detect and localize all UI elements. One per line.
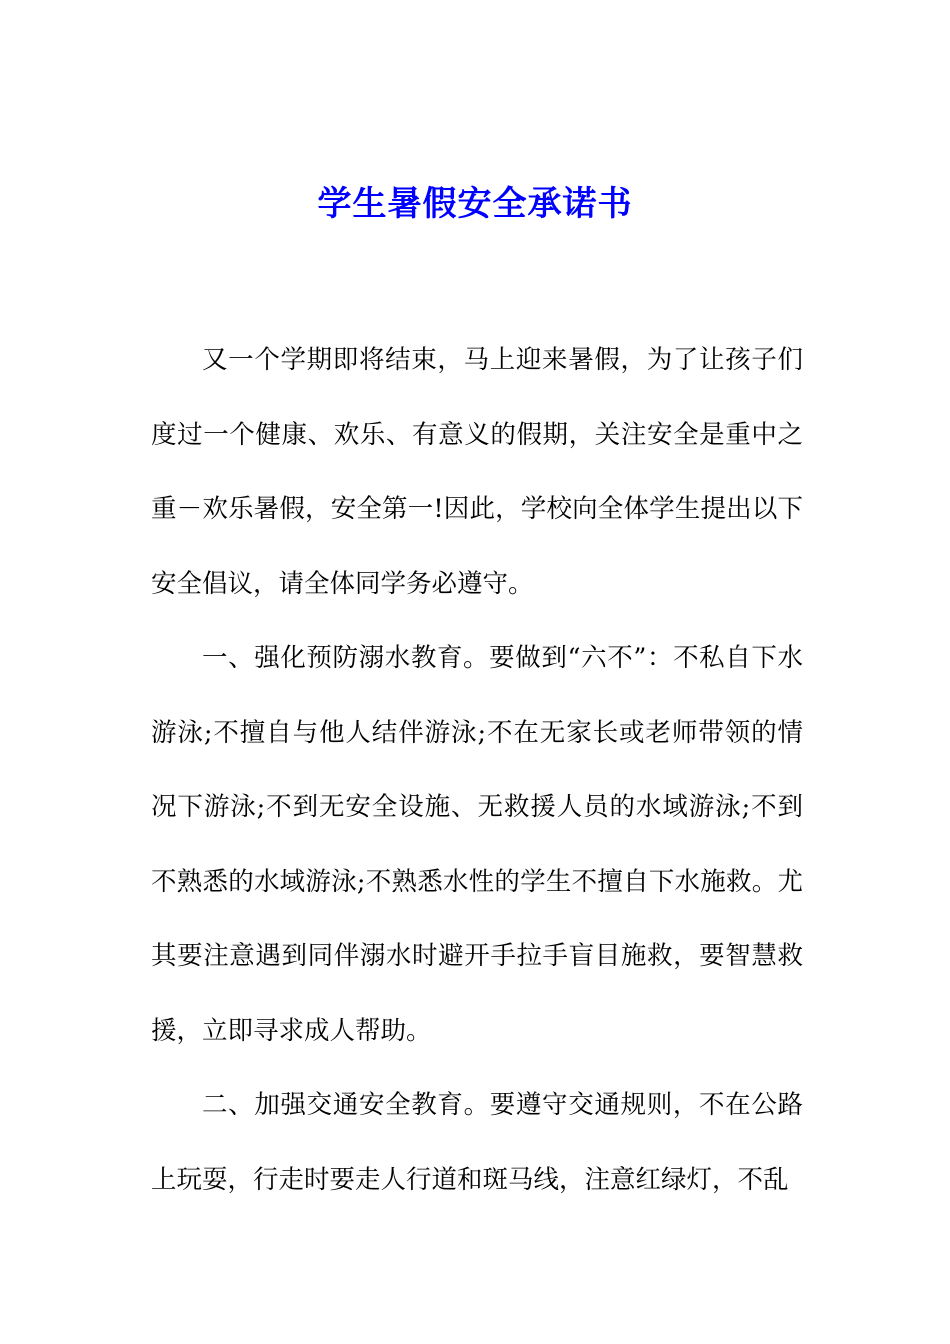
document-title: 学生暑假安全承诺书 [317, 184, 633, 224]
paragraph-drowning-prevention: 一、强化预防溺水教育。要做到“六不”：不私自下水游泳;不擅自与他人结伴游泳;不在无家长或老师带领的情况下游泳;不到无安全设施、无救援人员的水域游泳;不到不熟悉的水域游泳;不熟悉水性的学生不擅自下水施救。尤其要注意遇到同伴溺水时避开手拉手盲目施救，要智慧救援，立即寻求成人帮助。 [151, 643, 803, 1046]
paragraph-traffic-safety: 二、加强交通安全教育。要遵守交通规则，不在公路上玩耍，行走时要走人行道和斑马线，注意红绿灯，不乱 [151, 1090, 803, 1195]
paragraph-intro: 又一个学期即将结束，马上迎来暑假，为了让孩子们度过一个健康、欢乐、有意义的假期，关注安全是重中之重－欢乐暑假，安全第一!因此，学校向全体学生提出以下安全倡议，请全体同学务必遵守。 [151, 345, 803, 599]
document-body [151, 323, 803, 1217]
